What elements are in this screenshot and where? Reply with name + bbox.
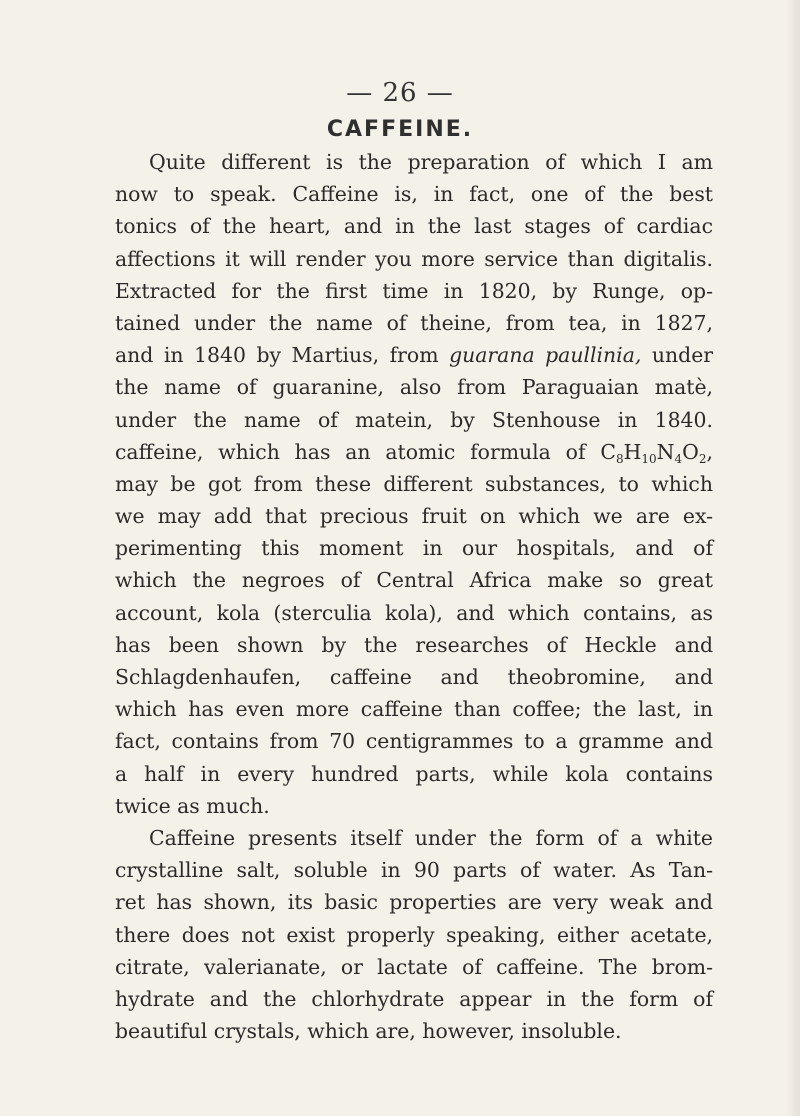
page-edge-shadow [786,0,800,1116]
formula-subscript: 8 [615,451,624,466]
text-line: has been shown by the researches of Heckle and [115,632,713,657]
formula-subscript: 2 [698,451,707,466]
formula-element: C [600,439,616,464]
body-text [115,146,713,1047]
chemical-formula [600,440,713,464]
text-line: ret has shown, its basic properties are very weak and [115,890,713,915]
text-line: Quite different is the preparation of which I am [149,150,713,174]
formula-line [115,436,713,468]
text-line: under the name of matein, by Stenhouse in 1840. [115,407,713,432]
text-line: the name of guaranine, also from Paraguaian matè, [115,375,713,400]
section-heading: CAFFEINE. [326,117,474,142]
formula-element: H [623,439,642,464]
text-line: a half in every hundred parts, while kola contains [115,761,713,786]
text-line: beautiful crystals, which are, however, insoluble. [115,1019,622,1044]
text-line: now to speak. Caffeine is, in fact, one of the best [115,182,713,207]
formula-subscript: 4 [674,451,683,466]
formula-subscript: 10 [641,451,657,466]
text-line: twice as much. [115,793,270,818]
text-line: account, kola (sterculia kola), and which contains, as [115,600,713,625]
text-line: tained under the name of theine, from tea, in 1827, [115,310,713,335]
text-line: which has even more caffeine than coffee; the last, in [115,697,713,722]
text-segment: under [651,343,714,368]
text-line: perimenting this moment in our hospitals, and of [115,536,713,561]
text-line: tonics of the heart, and in the last stages of cardiac [115,214,713,239]
text-line: citrate, valerianate, or lactate of caffeine. The brom- [115,954,713,979]
text-line: may be got from these different substances, to which [115,471,713,496]
text-line: crystalline salt, soluble in 90 parts of water. As Tan- [115,858,713,883]
text-line: affections it will render you more service than digitalis. [115,246,713,271]
text-line: Caffeine presents itself under the form of a white [149,825,713,850]
formula-element: N [656,439,675,464]
italic-species-name: guarana paullinia, [449,343,642,368]
text-line: which the negroes of Central Africa make so great [115,568,713,593]
text-segment: and in 1840 by Martius, from [115,343,439,368]
text-line: there does not exist properly speaking, either acetate, [115,922,713,947]
text-line: fact, contains from 70 centigrammes to a gramme and [115,729,713,754]
text-line: hydrate and the chlorhydrate appear in the form of [115,986,713,1011]
text-segment: caffeine, which has an atomic formula of [115,439,586,464]
page-number: — 26 — [346,78,454,108]
formula-element: O [682,439,699,464]
text-line: Extracted for the first time in 1820, by Runge, op- [115,278,713,303]
text-line-with-italic [115,339,713,371]
text-line: we may add that precious fruit on which we are ex- [115,504,713,529]
formula-punctuation: , [706,439,713,464]
text-line: Schlagdenhaufen, caffeine and theobromine, and [115,665,713,689]
